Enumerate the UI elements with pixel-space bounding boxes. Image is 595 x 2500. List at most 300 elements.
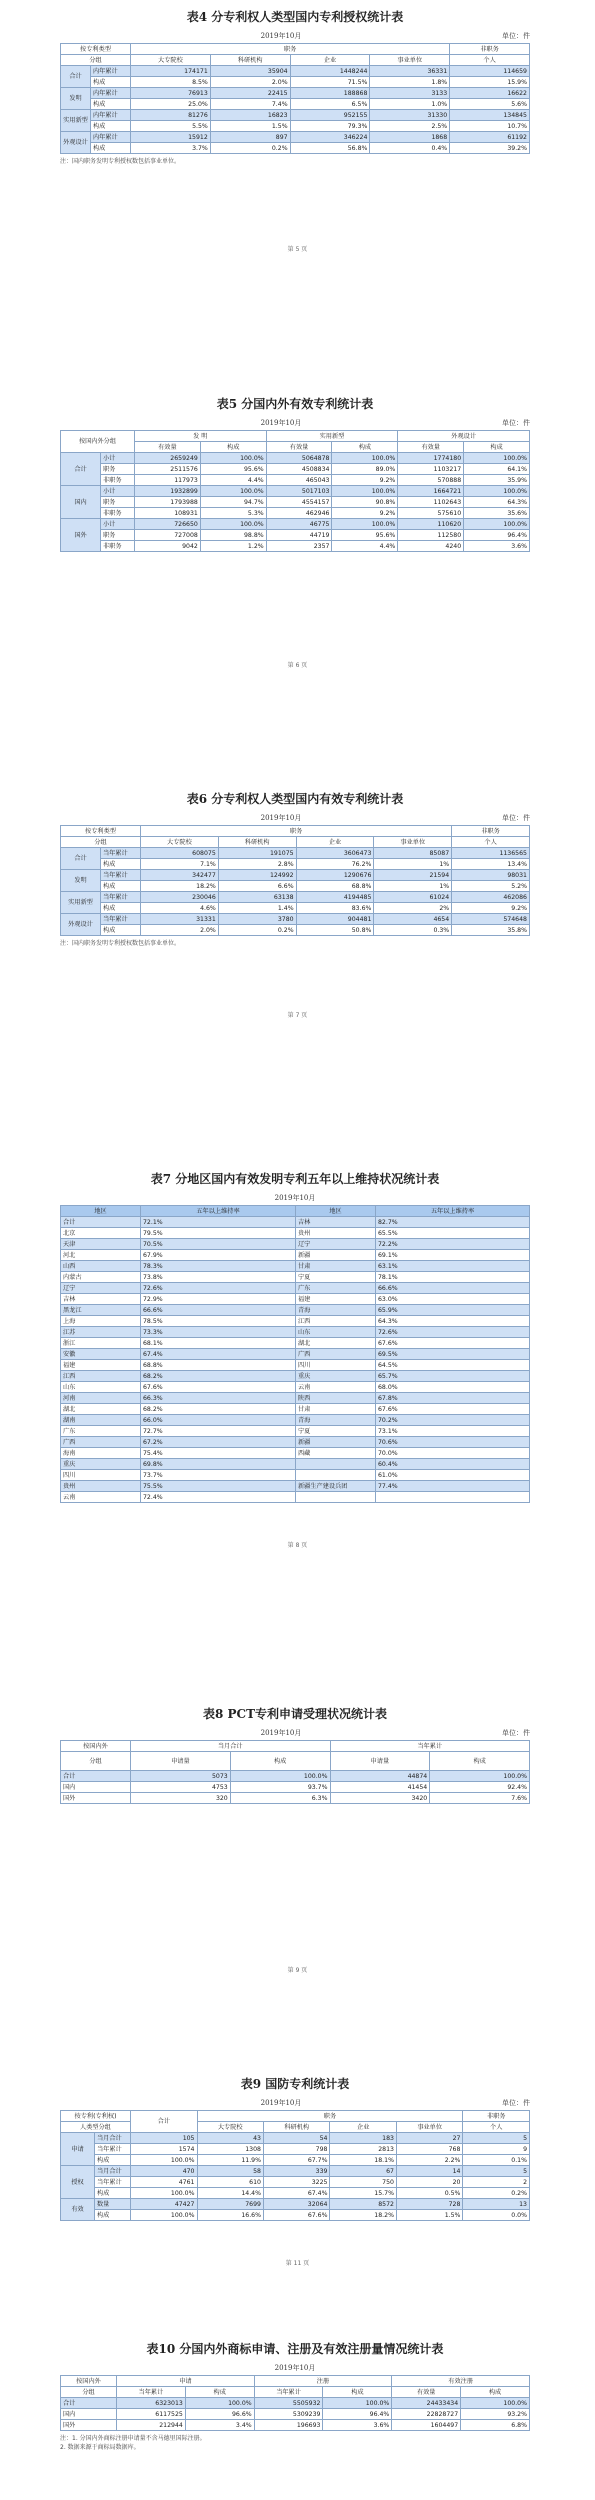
table-row bbox=[61, 1217, 530, 1228]
table-cell: 甘肃 bbox=[296, 1404, 376, 1415]
table-cell: 9.2% bbox=[332, 475, 398, 486]
table-cell: 新疆 bbox=[296, 1250, 376, 1261]
table-cell: 93.2% bbox=[461, 2409, 530, 2420]
table-cell: 甘肃 bbox=[296, 1261, 376, 1272]
table-cell: 3780 bbox=[218, 914, 296, 925]
table-cell: 湖北 bbox=[61, 1404, 141, 1415]
table-row bbox=[61, 2144, 530, 2155]
table-cell: 71.5% bbox=[290, 77, 370, 88]
table-row bbox=[61, 530, 530, 541]
table-cell: 0.3% bbox=[374, 925, 452, 936]
table-cell: 92.4% bbox=[430, 1782, 530, 1793]
table7 bbox=[60, 1205, 530, 1503]
table-cell: 108931 bbox=[135, 508, 201, 519]
row-label: 构成 bbox=[101, 925, 141, 936]
t4-header-nonservice: 非职务 bbox=[450, 44, 530, 55]
table-cell: 江西 bbox=[296, 1316, 376, 1327]
table-cell: 67.6% bbox=[376, 1338, 530, 1349]
table-row bbox=[61, 2420, 530, 2431]
t8-header-group: 按国内外 bbox=[61, 1741, 131, 1752]
table-cell: 73.3% bbox=[141, 1327, 296, 1338]
t4-col-header: 个人 bbox=[450, 55, 530, 66]
table-row bbox=[61, 541, 530, 552]
table-cell: 黑龙江 bbox=[61, 1305, 141, 1316]
t10-col-header: 当年累计 bbox=[117, 2387, 186, 2398]
row-label: 小计 bbox=[101, 519, 135, 530]
table-cell: 5064878 bbox=[266, 453, 332, 464]
table-row bbox=[61, 1305, 530, 1316]
row-group-label: 授权 bbox=[61, 2166, 95, 2199]
table-cell: 4.4% bbox=[200, 475, 266, 486]
row-group-label: 合计 bbox=[61, 453, 101, 486]
table-cell: 3225 bbox=[263, 2177, 329, 2188]
table-cell: 72.4% bbox=[141, 1492, 296, 1503]
table-cell: 0.1% bbox=[463, 2155, 530, 2166]
table-cell: 728 bbox=[396, 2199, 462, 2210]
table-cell: 100.0% bbox=[200, 519, 266, 530]
table-cell: 66.0% bbox=[141, 1415, 296, 1426]
table7-section bbox=[60, 1170, 530, 1503]
table-cell: 66.3% bbox=[141, 1393, 296, 1404]
table-cell: 重庆 bbox=[61, 1459, 141, 1470]
table-row bbox=[61, 1404, 530, 1415]
row-label: 当年累计 bbox=[95, 2144, 131, 2155]
table-cell: 78.1% bbox=[376, 1272, 530, 1283]
table-row bbox=[61, 2155, 530, 2166]
table-cell: 13 bbox=[463, 2199, 530, 2210]
t10-col-header: 构成 bbox=[185, 2387, 254, 2398]
row-label: 构成 bbox=[101, 881, 141, 892]
table-cell: 41454 bbox=[330, 1782, 430, 1793]
table-cell: 73.7% bbox=[141, 1470, 296, 1481]
table9-title: 表9 国防专利统计表 bbox=[240, 2077, 350, 2091]
table-cell: 16622 bbox=[450, 88, 530, 99]
table-cell: 61024 bbox=[374, 892, 452, 903]
table-cell: 750 bbox=[330, 2177, 396, 2188]
table-cell: 58 bbox=[197, 2166, 263, 2177]
page-number: 第 9 页 bbox=[287, 1967, 308, 1974]
table-cell: 5505932 bbox=[254, 2398, 323, 2409]
t7-col-header: 地区 bbox=[296, 1206, 376, 1217]
t8-group-header: 当年累计 bbox=[330, 1741, 530, 1752]
table-cell: 6.6% bbox=[218, 881, 296, 892]
table-cell: 3606473 bbox=[296, 848, 374, 859]
table-cell: 63.0% bbox=[376, 1294, 530, 1305]
table-cell: 67.7% bbox=[263, 2155, 329, 2166]
t5-group-header: 实用新型 bbox=[266, 431, 398, 442]
table-cell: 68.8% bbox=[141, 1360, 296, 1371]
table-cell: 1774180 bbox=[398, 453, 464, 464]
table-cell: 768 bbox=[396, 2144, 462, 2155]
table-cell: 64.3% bbox=[464, 497, 530, 508]
table-cell: 212944 bbox=[117, 2420, 186, 2431]
table-cell: 68.2% bbox=[141, 1371, 296, 1382]
table-row bbox=[61, 892, 530, 903]
table-cell: 64.3% bbox=[376, 1316, 530, 1327]
table-cell: 0.2% bbox=[218, 925, 296, 936]
table-cell: 2.0% bbox=[210, 77, 290, 88]
table-cell: 67.8% bbox=[376, 1393, 530, 1404]
table-cell: 174171 bbox=[131, 66, 211, 77]
table-cell: 100.0% bbox=[230, 1771, 330, 1782]
table-row bbox=[61, 1283, 530, 1294]
table-cell bbox=[296, 1459, 376, 1470]
table-cell: 4753 bbox=[131, 1782, 231, 1793]
table-cell: 100.0% bbox=[131, 2210, 197, 2221]
table-cell: 西藏 bbox=[296, 1448, 376, 1459]
table-row bbox=[61, 66, 530, 77]
table-cell: 湖北 bbox=[296, 1338, 376, 1349]
table-cell: 1574 bbox=[131, 2144, 197, 2155]
table-cell: 35.9% bbox=[464, 475, 530, 486]
table-cell: 20 bbox=[396, 2177, 462, 2188]
table-cell: 5 bbox=[463, 2166, 530, 2177]
table-row bbox=[61, 1459, 530, 1470]
table-row bbox=[61, 1360, 530, 1371]
table-row bbox=[61, 2210, 530, 2221]
table-cell: 5.6% bbox=[450, 99, 530, 110]
table5 bbox=[60, 430, 530, 552]
table-cell: 72.6% bbox=[141, 1283, 296, 1294]
table4-title: 表4 分专利权人类型国内专利授权统计表 bbox=[186, 10, 404, 24]
table-cell: 5 bbox=[463, 2133, 530, 2144]
row-group-label: 外观设计 bbox=[61, 132, 91, 154]
table-row bbox=[61, 1782, 530, 1793]
table-row bbox=[61, 121, 530, 132]
table-cell: 21594 bbox=[374, 870, 452, 881]
table-row bbox=[61, 497, 530, 508]
table6 bbox=[60, 825, 530, 936]
table-cell: 904481 bbox=[296, 914, 374, 925]
table-cell: 96.4% bbox=[323, 2409, 392, 2420]
table4-unit: 单位：件 bbox=[501, 32, 530, 40]
row-label: 小计 bbox=[101, 453, 135, 464]
table-cell: 6323013 bbox=[117, 2398, 186, 2409]
table-cell: 4.6% bbox=[141, 903, 219, 914]
table-cell: 46775 bbox=[266, 519, 332, 530]
row-label: 当年累计 bbox=[95, 2177, 131, 2188]
t8-col-header: 申请量 bbox=[330, 1752, 430, 1771]
page-number: 第 8 页 bbox=[287, 1542, 308, 1549]
row-label: 国外 bbox=[61, 1793, 131, 1804]
table4-date: 2019年10月 bbox=[260, 32, 302, 40]
row-label: 非职务 bbox=[101, 475, 135, 486]
table-cell bbox=[376, 1492, 530, 1503]
table8 bbox=[60, 1740, 530, 1804]
t6-col-header: 科研机构 bbox=[218, 837, 296, 848]
table-cell: 465043 bbox=[266, 475, 332, 486]
table-cell: 0.2% bbox=[463, 2188, 530, 2199]
t8-header-group2: 分组 bbox=[61, 1752, 131, 1771]
row-group-label: 外观设计 bbox=[61, 914, 101, 936]
table-cell: 7.1% bbox=[141, 859, 219, 870]
table-cell: 67.6% bbox=[263, 2210, 329, 2221]
table-cell: 83.6% bbox=[296, 903, 374, 914]
table-cell: 35.6% bbox=[464, 508, 530, 519]
row-label: 国内 bbox=[61, 1782, 131, 1793]
table-cell: 22415 bbox=[210, 88, 290, 99]
table-cell: 27 bbox=[396, 2133, 462, 2144]
table10-note: 2. 数据来源于商标局数据库。 bbox=[60, 2444, 140, 2451]
table6-title: 表6 分专利权人类型国内有效专利统计表 bbox=[186, 792, 404, 806]
table-cell: 15.7% bbox=[330, 2188, 396, 2199]
row-label: 数量 bbox=[95, 2199, 131, 2210]
table-cell: 新疆 bbox=[296, 1437, 376, 1448]
table-cell: 65.7% bbox=[376, 1371, 530, 1382]
table-cell: 宁夏 bbox=[296, 1426, 376, 1437]
table-cell: 2.2% bbox=[396, 2155, 462, 2166]
table-cell: 云南 bbox=[296, 1382, 376, 1393]
table-cell: 67.4% bbox=[263, 2188, 329, 2199]
table-cell: 100.0% bbox=[464, 453, 530, 464]
table-cell: 100.0% bbox=[332, 453, 398, 464]
table-cell: 32064 bbox=[263, 2199, 329, 2210]
table-cell: 1290676 bbox=[296, 870, 374, 881]
table-row bbox=[61, 1250, 530, 1261]
table-cell: 75.4% bbox=[141, 1448, 296, 1459]
row-label: 当年累计 bbox=[101, 892, 141, 903]
table5-title: 表5 分国内外有效专利统计表 bbox=[216, 397, 374, 411]
t9-header-nonservice: 非职务 bbox=[463, 2111, 530, 2122]
t6-col-header: 大专院校 bbox=[141, 837, 219, 848]
row-label: 构成 bbox=[91, 77, 131, 88]
table-cell: 6.8% bbox=[461, 2420, 530, 2431]
row-group-label: 发明 bbox=[61, 870, 101, 892]
table-cell: 70.2% bbox=[376, 1415, 530, 1426]
table-row bbox=[61, 925, 530, 936]
table5-unit: 单位：件 bbox=[501, 419, 530, 427]
table-cell: 96.6% bbox=[185, 2409, 254, 2420]
table-cell: 5.2% bbox=[452, 881, 530, 892]
table-cell: 50.8% bbox=[296, 925, 374, 936]
table-cell: 90.8% bbox=[332, 497, 398, 508]
table-cell: 69.5% bbox=[376, 1349, 530, 1360]
t10-header-group: 按国内外 bbox=[61, 2376, 117, 2387]
table-cell: 35904 bbox=[210, 66, 290, 77]
t10-group-header: 有效注册 bbox=[392, 2376, 530, 2387]
table-cell: 726650 bbox=[135, 519, 201, 530]
row-label: 职务 bbox=[101, 497, 135, 508]
table-cell: 95.6% bbox=[332, 530, 398, 541]
table-cell: 7699 bbox=[197, 2199, 263, 2210]
table-cell: 1.5% bbox=[396, 2210, 462, 2221]
table-cell: 72.2% bbox=[376, 1239, 530, 1250]
table-cell: 100.0% bbox=[200, 486, 266, 497]
table-cell: 4508834 bbox=[266, 464, 332, 475]
table-cell: 68.8% bbox=[296, 881, 374, 892]
row-label: 构成 bbox=[95, 2188, 131, 2199]
table-cell: 100.0% bbox=[200, 453, 266, 464]
table-cell: 79.3% bbox=[290, 121, 370, 132]
table-cell: 100.0% bbox=[323, 2398, 392, 2409]
table-cell: 76.2% bbox=[296, 859, 374, 870]
table-cell: 14.4% bbox=[197, 2188, 263, 2199]
row-group-label: 国外 bbox=[61, 519, 101, 552]
table-cell: 3133 bbox=[370, 88, 450, 99]
table-cell: 196693 bbox=[254, 2420, 323, 2431]
table-row bbox=[61, 1239, 530, 1250]
table-cell: 952155 bbox=[290, 110, 370, 121]
table-cell: 陕西 bbox=[296, 1393, 376, 1404]
table-cell: 4.4% bbox=[332, 541, 398, 552]
table-cell: 78.5% bbox=[141, 1316, 296, 1327]
t4-col-header: 事业单位 bbox=[370, 55, 450, 66]
table-row bbox=[61, 1382, 530, 1393]
table-row bbox=[61, 1793, 530, 1804]
table5-date: 2019年10月 bbox=[260, 419, 302, 427]
table-cell bbox=[296, 1470, 376, 1481]
table-cell: 吉林 bbox=[61, 1294, 141, 1305]
table-cell: 1% bbox=[374, 881, 452, 892]
table-cell: 79.5% bbox=[141, 1228, 296, 1239]
table-cell: 608075 bbox=[141, 848, 219, 859]
t5-group-header: 发 明 bbox=[135, 431, 267, 442]
table-cell: 山东 bbox=[61, 1382, 141, 1393]
table-cell: 15912 bbox=[131, 132, 211, 143]
table-cell: 重庆 bbox=[296, 1371, 376, 1382]
table-row bbox=[61, 2133, 530, 2144]
table6-section bbox=[60, 790, 530, 947]
table-cell: 67.6% bbox=[141, 1382, 296, 1393]
table-row bbox=[61, 110, 530, 121]
t8-col-header: 构成 bbox=[230, 1752, 330, 1771]
table4-section bbox=[60, 8, 530, 165]
table-row bbox=[61, 881, 530, 892]
table-cell: 230046 bbox=[141, 892, 219, 903]
table-cell: 54 bbox=[263, 2133, 329, 2144]
table-cell: 山西 bbox=[61, 1261, 141, 1272]
table8-section bbox=[60, 1705, 530, 1804]
table-cell: 1103217 bbox=[398, 464, 464, 475]
page-number: 第 11 页 bbox=[285, 2260, 310, 2267]
table-cell: 39.2% bbox=[450, 143, 530, 154]
table-row bbox=[61, 859, 530, 870]
table-cell: 福建 bbox=[296, 1294, 376, 1305]
table-row bbox=[61, 508, 530, 519]
table-cell: 100.0% bbox=[464, 519, 530, 530]
t5-col-header: 构成 bbox=[200, 442, 266, 453]
table-cell: 浙江 bbox=[61, 1338, 141, 1349]
table-cell: 114659 bbox=[450, 66, 530, 77]
row-label: 当年累计 bbox=[101, 870, 141, 881]
table-row bbox=[61, 1437, 530, 1448]
table-cell: 2.0% bbox=[141, 925, 219, 936]
t8-group-header: 当月合计 bbox=[131, 1741, 331, 1752]
table-row bbox=[61, 464, 530, 475]
table-cell: 贵州 bbox=[296, 1228, 376, 1239]
table-cell: 广东 bbox=[296, 1283, 376, 1294]
table-cell: 天津 bbox=[61, 1239, 141, 1250]
table-cell: 1% bbox=[374, 859, 452, 870]
t5-group-header: 外观设计 bbox=[398, 431, 530, 442]
table-cell: 56.8% bbox=[290, 143, 370, 154]
table-cell: 70.6% bbox=[376, 1437, 530, 1448]
table-cell: 4761 bbox=[131, 2177, 197, 2188]
t7-col-header: 地区 bbox=[61, 1206, 141, 1217]
t6-col-header: 个人 bbox=[452, 837, 530, 848]
table-cell: 47427 bbox=[131, 2199, 197, 2210]
table-cell: 98031 bbox=[452, 870, 530, 881]
table-cell: 2357 bbox=[266, 541, 332, 552]
table-cell: 广东 bbox=[61, 1426, 141, 1437]
table-cell: 25.0% bbox=[131, 99, 211, 110]
table-cell: 青海 bbox=[296, 1415, 376, 1426]
table-cell: 69.8% bbox=[141, 1459, 296, 1470]
table-cell: 67 bbox=[330, 2166, 396, 2177]
table-cell: 1136565 bbox=[452, 848, 530, 859]
table10-date: 2019年10月 bbox=[274, 2364, 316, 2372]
table-cell: 77.4% bbox=[376, 1481, 530, 1492]
table-cell: 73.8% bbox=[141, 1272, 296, 1283]
table-cell: 5.5% bbox=[131, 121, 211, 132]
t9-col-header: 事业单位 bbox=[396, 2122, 462, 2133]
table-row bbox=[61, 1426, 530, 1437]
table-cell: 4240 bbox=[398, 541, 464, 552]
table7-title: 表7 分地区国内有效发明专利五年以上维持状况统计表 bbox=[150, 1172, 440, 1186]
t5-col-header: 构成 bbox=[332, 442, 398, 453]
table-cell: 7.4% bbox=[210, 99, 290, 110]
table-cell: 72.9% bbox=[141, 1294, 296, 1305]
table-row bbox=[61, 1371, 530, 1382]
table-row bbox=[61, 486, 530, 497]
table-cell: 1.0% bbox=[370, 99, 450, 110]
t9-col-header: 个人 bbox=[463, 2122, 530, 2133]
table-cell: 青海 bbox=[296, 1305, 376, 1316]
row-label: 非职务 bbox=[101, 508, 135, 519]
t8-col-header: 申请量 bbox=[131, 1752, 231, 1771]
table-cell: 15.9% bbox=[450, 77, 530, 88]
table-cell: 100.0% bbox=[430, 1771, 530, 1782]
table6-note: 注：国内职务发明专利授权数包括事业单位。 bbox=[60, 940, 181, 947]
table-cell: 广西 bbox=[61, 1437, 141, 1448]
table10-note: 注：1. 分国内外商标注册申请量不含马德里国际注册。 bbox=[60, 2435, 206, 2442]
table-row bbox=[61, 2177, 530, 2188]
table-cell: 31331 bbox=[141, 914, 219, 925]
table-cell: 65.5% bbox=[376, 1228, 530, 1239]
table9 bbox=[60, 2110, 530, 2221]
table-cell: 100.0% bbox=[131, 2188, 197, 2199]
table-cell: 河北 bbox=[61, 1250, 141, 1261]
row-group-label: 申请 bbox=[61, 2133, 95, 2166]
table-cell: 1448244 bbox=[290, 66, 370, 77]
table-cell: 四川 bbox=[296, 1360, 376, 1371]
table-cell: 江苏 bbox=[61, 1327, 141, 1338]
table-row bbox=[61, 1327, 530, 1338]
table-cell: 16823 bbox=[210, 110, 290, 121]
table-cell: 江西 bbox=[61, 1371, 141, 1382]
table-row bbox=[61, 475, 530, 486]
row-label: 国外 bbox=[61, 2420, 117, 2431]
table-cell: 内蒙古 bbox=[61, 1272, 141, 1283]
table-cell: 93.7% bbox=[230, 1782, 330, 1793]
t10-group-header: 申请 bbox=[117, 2376, 255, 2387]
table-cell: 100.0% bbox=[131, 2155, 197, 2166]
table6-date: 2019年10月 bbox=[260, 814, 302, 822]
table-cell: 4654 bbox=[374, 914, 452, 925]
table9-section bbox=[60, 2075, 530, 2221]
table-cell: 4194485 bbox=[296, 892, 374, 903]
table-cell: 98.8% bbox=[200, 530, 266, 541]
table-row bbox=[61, 143, 530, 154]
row-label: 构成 bbox=[91, 99, 131, 110]
table-cell: 462086 bbox=[452, 892, 530, 903]
table-cell: 0.2% bbox=[210, 143, 290, 154]
row-label: 构成 bbox=[95, 2210, 131, 2221]
table-row bbox=[61, 1470, 530, 1481]
row-label: 小计 bbox=[101, 486, 135, 497]
table-cell: 新疆生产建设兵团 bbox=[296, 1481, 376, 1492]
table-cell: 68.0% bbox=[376, 1382, 530, 1393]
